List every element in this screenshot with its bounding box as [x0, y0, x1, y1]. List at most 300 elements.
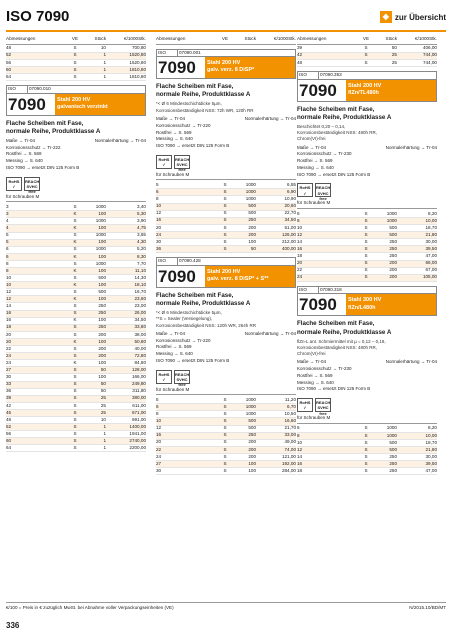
- messing-link[interactable]: Messing → S. 640: [156, 351, 193, 357]
- table-cell: 8,30: [137, 253, 146, 259]
- table-cell: 21,70: [284, 425, 296, 431]
- table-cell: 10,90: [284, 196, 296, 202]
- table-cell: S: [223, 196, 227, 202]
- table-header: Abmessungen VE Stück €/1000Stk.: [6, 36, 146, 45]
- table-cell: 250: [389, 238, 397, 244]
- table-cell: 1: [103, 59, 106, 65]
- table-cell: 100: [98, 359, 106, 365]
- table-cell: 744,00: [422, 52, 437, 58]
- table-cell: 12: [297, 231, 303, 237]
- table-cell: S: [73, 395, 77, 401]
- table-cell: 2200,00: [129, 445, 146, 451]
- table-cell: 200: [248, 439, 256, 445]
- messing-link[interactable]: Messing → S. 640: [156, 136, 193, 142]
- table-cell: 500: [98, 289, 106, 295]
- table-cell: 11,20: [284, 396, 296, 402]
- table-cell: S: [223, 418, 227, 424]
- table-cell: 6: [6, 253, 9, 259]
- table-cell: 1000: [95, 218, 106, 224]
- table-cell: 200: [98, 331, 106, 337]
- table-cell: 25: [100, 402, 106, 408]
- table-cell: S: [73, 381, 77, 387]
- table-cell: 34,50: [284, 217, 296, 223]
- table-cell: 22: [297, 267, 303, 273]
- table-cell: 500: [389, 224, 397, 230]
- material-info: Maße → Tr-04 Normalerhärtung → Tr-04: [156, 116, 296, 122]
- table-cell: 14: [297, 238, 303, 244]
- table-cell: 24: [6, 359, 12, 365]
- table-cell: 12: [156, 210, 162, 216]
- table-cell: 192,00: [281, 460, 296, 466]
- table-cell: 25: [391, 59, 397, 65]
- table-cell: 3: [6, 203, 9, 209]
- table-cell: 128,00: [131, 367, 146, 373]
- table-cell: 200: [389, 267, 397, 273]
- table-cell: S: [73, 345, 77, 351]
- table-cell: 33,80: [134, 324, 146, 330]
- table-cell: 406,00: [422, 45, 437, 51]
- table-cell: 42: [6, 402, 12, 408]
- table-cell: 25: [100, 409, 106, 415]
- rostfrei-link[interactable]: Rostfrei → S. 569: [156, 129, 192, 135]
- rohs-badge: RoHS ✓: [156, 155, 172, 169]
- table-cell: 3,65: [137, 232, 146, 238]
- table-cell: 16: [297, 246, 303, 252]
- table-cell: 51,00: [284, 224, 296, 230]
- table-cell: S: [364, 253, 368, 259]
- page-header: [6, 8, 446, 30]
- table-cell: 1: [103, 445, 106, 451]
- table-cell: 8: [156, 411, 159, 417]
- table-row: [297, 468, 437, 475]
- table-cell: S: [73, 324, 77, 330]
- table-cell: 100: [98, 239, 106, 245]
- table-cell: S: [73, 374, 77, 380]
- table-cell: 1: [103, 52, 106, 58]
- table-cell: 52: [6, 423, 12, 429]
- table-cell: S: [223, 446, 227, 452]
- table-cell: 100: [98, 374, 106, 380]
- table-cell: 249,80: [131, 381, 146, 387]
- page-footer: €/100 = Preis in € zuzüglich MwSt. bei Abnahme voller Verpackungseinheiten (VE) N/2015.10/BD/MT: [6, 602, 446, 610]
- table-cell: 66,00: [425, 260, 437, 266]
- table-cell: S: [364, 238, 368, 244]
- table-cell: 24: [297, 274, 303, 280]
- table-cell: 200: [248, 231, 256, 237]
- table-cell: S: [364, 260, 368, 266]
- table-cell: 20: [297, 260, 303, 266]
- table-cell: 16,60: [284, 418, 296, 424]
- table-cell: 200: [389, 274, 397, 280]
- messing-link[interactable]: Messing → S. 640: [297, 164, 334, 170]
- article-block: ISO 07090.318 7090 Stahl 300 HV flZn/L480h: [297, 286, 437, 317]
- table-cell: 10: [6, 281, 12, 287]
- table-cell: 23,00: [134, 303, 146, 309]
- table-row: [6, 74, 146, 81]
- table-cell: 36: [156, 245, 162, 251]
- table-cell: 6: [156, 189, 159, 195]
- table-cell: 26,00: [134, 310, 146, 316]
- article-desc: Stahl 200 HV flZn/TL480h: [346, 80, 436, 101]
- table-cell: 20,60: [284, 203, 296, 209]
- table-cell: S: [364, 45, 368, 51]
- table-cell: 8: [297, 217, 300, 223]
- table-cell: 21,80: [425, 446, 437, 452]
- table-cell: S: [364, 432, 368, 438]
- table-cell: S: [364, 210, 368, 216]
- table-cell: 6: [156, 403, 159, 409]
- table-cell: 691,00: [131, 416, 146, 422]
- table-cell: 11,10: [134, 267, 146, 273]
- product-title: Flache Scheiben mit Fase, normale Reihe, Produktklasse A: [297, 105, 392, 121]
- table-cell: 1: [103, 437, 106, 443]
- table-cell: 10,50: [284, 411, 296, 417]
- iso-note: ISO 7090 → ersetzt DIN 125 Form B: [297, 171, 371, 177]
- table-cell: S: [223, 224, 227, 230]
- table-cell: 16: [6, 310, 12, 316]
- table-cell: 48: [6, 45, 12, 51]
- table-cell: 100: [248, 467, 256, 473]
- messing-link[interactable]: Messing → S. 640: [297, 379, 334, 385]
- table-cell: 49,00: [284, 439, 296, 445]
- table-cell: 8: [6, 260, 9, 266]
- table-cell: 500: [248, 203, 256, 209]
- table-cell: 18,70: [425, 439, 437, 445]
- table-cell: S: [73, 445, 77, 451]
- table-cell: 1810,80: [129, 73, 146, 79]
- table-cell: 20: [6, 331, 12, 337]
- table-cell: S: [73, 218, 77, 224]
- article-desc: Stahl 200 HV galv. verz. 8 DiSP* + S**: [205, 266, 295, 287]
- article-desc: Stahl 200 HV galvanisch verzinkt: [55, 94, 145, 115]
- table-cell: 200: [98, 345, 106, 351]
- material-info: Maße → Tr-04 Normalerhärtung → Tr-04: [6, 137, 146, 143]
- table-header: Abmessungen VE Stück €/1000Stk.: [156, 36, 296, 45]
- table-cell: S: [223, 453, 227, 459]
- table-cell: 400,00: [281, 245, 296, 251]
- table-cell: S: [364, 224, 368, 230]
- table-main-2a: [156, 182, 296, 253]
- table-cell: 250: [389, 253, 397, 259]
- table-cell: 500: [389, 231, 397, 237]
- article-number: 7090: [298, 294, 346, 315]
- table-cell: 30,00: [425, 453, 437, 459]
- article-block: ISO 07090.428 7090 Stahl 200 HV galv. verz. 8 DiSP* + S**: [156, 257, 296, 288]
- table-cell: 1000: [95, 232, 106, 238]
- table-cell: S: [364, 439, 368, 445]
- table-cell: 18: [297, 468, 303, 474]
- table-cell: 1941,00: [129, 430, 146, 436]
- table-cell: S: [364, 453, 368, 459]
- table-cell: S: [73, 45, 77, 51]
- table-cell: S: [73, 388, 77, 394]
- table-cell: S: [73, 260, 77, 266]
- table-cell: 500: [389, 446, 397, 452]
- product-note: *< Ø 6 Mindestschichtdicke 5µm, Korrosionsbeständigkeit NSS: 72h WR, 120h RR: [156, 101, 254, 113]
- table-cell: 52: [6, 52, 12, 58]
- table-cell: 38,00: [134, 331, 146, 337]
- rostfrei-link[interactable]: Rostfrei → S. 569: [297, 158, 333, 164]
- table-cell: 212,00: [281, 238, 296, 244]
- table-row: [297, 275, 437, 282]
- table-cell: 100: [98, 225, 106, 231]
- table-cell: 10,00: [425, 432, 437, 438]
- table-cell: S: [364, 274, 368, 280]
- table-top-3: [297, 46, 437, 67]
- corrosion-link[interactable]: Korrosionsschutz → Tr-220: [156, 122, 211, 128]
- rostfrei-link[interactable]: Rostfrei → S. 569: [156, 344, 192, 350]
- iso-note: ISO 7090 → ersetzt DIN 125 Form B: [156, 357, 230, 363]
- table-cell: S: [73, 416, 77, 422]
- table-cell: 16,70: [134, 289, 146, 295]
- table-cell: S: [73, 73, 77, 79]
- material-info: Maße → Tr-04 Normalerhärtung → Tr-04: [297, 144, 437, 150]
- messing-link[interactable]: Messing → S. 640: [6, 158, 43, 164]
- table-cell: 744,00: [422, 59, 437, 65]
- rohs-badge: RoHS ✓: [297, 183, 313, 197]
- table-cell: 33,00: [284, 432, 296, 438]
- table-cell: 10: [100, 45, 106, 51]
- overview-link[interactable]: ◆ zur Übersicht: [380, 11, 446, 23]
- table-cell: 1000: [245, 189, 256, 195]
- table-cell: 5: [6, 232, 9, 238]
- table-cell: S: [73, 423, 77, 429]
- table-cell: 14: [6, 303, 12, 309]
- table-cell: 200: [98, 352, 106, 358]
- table-cell: 10: [6, 274, 12, 280]
- table-cell: 50: [250, 245, 256, 251]
- rohs-badge: RoHS ✓: [156, 370, 172, 384]
- table-cell: 121,00: [281, 453, 296, 459]
- table-cell: 10: [156, 418, 162, 424]
- rostfrei-link[interactable]: Rostfrei → S. 569: [297, 372, 333, 378]
- table-cell: 250: [389, 246, 397, 252]
- table-cell: 22: [6, 345, 12, 351]
- table-cell: 7,70: [137, 260, 146, 266]
- table-cell: 1: [103, 66, 106, 72]
- table-cell: 72,80: [134, 352, 146, 358]
- column-2: [156, 36, 296, 475]
- table-cell: 50: [100, 388, 106, 394]
- table-cell: 67,00: [425, 267, 437, 273]
- corrosion-link[interactable]: Korrosionsschutz → Tr-220: [156, 337, 211, 343]
- table-cell: 1000: [245, 411, 256, 417]
- table-cell: 100: [248, 238, 256, 244]
- table-cell: 250: [98, 303, 106, 309]
- article-block: ISO 07090.353 7090 Stahl 200 HV flZn/TL480h: [297, 71, 437, 102]
- table-cell: 18: [6, 324, 12, 330]
- table-cell: S: [223, 396, 227, 402]
- table-cell: S: [223, 425, 227, 431]
- table-cell: 24: [156, 453, 162, 459]
- table-cell: S: [73, 246, 77, 252]
- table-cell: 1000: [386, 210, 397, 216]
- table-cell: 1000: [245, 182, 256, 188]
- table-cell: 500: [248, 425, 256, 431]
- table-cell: 5: [6, 239, 9, 245]
- table-cell: 250: [389, 468, 397, 474]
- table-cell: 12: [156, 425, 162, 431]
- table-cell: S: [73, 59, 77, 65]
- table-cell: 40,00: [134, 345, 146, 351]
- table-cell: 84,80: [134, 359, 146, 365]
- table-cell: S: [73, 232, 77, 238]
- table-main-3b: [297, 426, 437, 476]
- table-cell: 100: [98, 317, 106, 323]
- table-cell: 5,20: [137, 246, 146, 252]
- table-cell: 8: [297, 432, 300, 438]
- reach-badge: REACH SVHC free: [175, 371, 190, 388]
- table-cell: 1000: [95, 203, 106, 209]
- table-cell: S: [73, 52, 77, 58]
- table-cell: 1000: [245, 396, 256, 402]
- table-cell: 500: [98, 274, 106, 280]
- table-cell: S: [364, 246, 368, 252]
- product-title: Flache Scheiben mit Fase, normale Reihe, Produktklasse A: [156, 291, 251, 307]
- table-cell: 3,40: [137, 203, 146, 209]
- table-cell: K: [73, 338, 77, 344]
- table-cell: 10,00: [425, 217, 437, 223]
- table-cell: 1000: [95, 246, 106, 252]
- reach-badge: REACH SVHC free: [316, 400, 331, 416]
- table-cell: 64: [6, 73, 12, 79]
- table-row: [297, 60, 437, 67]
- fuer-label: für Schrauben M: [6, 194, 146, 203]
- page-title: ISO 7090: [6, 8, 70, 25]
- table-cell: 23,60: [134, 296, 146, 302]
- table-cell: 56: [6, 430, 12, 436]
- table-cell: 100: [98, 296, 106, 302]
- home-icon: ◆: [380, 11, 392, 23]
- table-cell: 3,90: [137, 218, 146, 224]
- table-cell: K: [73, 253, 77, 259]
- table-cell: 60: [6, 66, 12, 72]
- table-cell: S: [223, 245, 227, 251]
- table-cell: K: [73, 359, 77, 365]
- corrosion-link[interactable]: Korrosionsschutz → Tr-230: [297, 151, 352, 157]
- table-cell: 200: [389, 260, 397, 266]
- rostfrei-link[interactable]: Rostfrei → S. 569: [6, 151, 42, 157]
- table-cell: 36: [6, 388, 12, 394]
- table-cell: 56: [6, 59, 12, 65]
- table-cell: 100: [98, 253, 106, 259]
- table-cell: 250: [389, 453, 397, 459]
- material-info: Maße → Tr-04 Normalerhärtung → Tr-04: [297, 359, 437, 365]
- table-cell: 5: [156, 396, 159, 402]
- table-cell: 16: [6, 317, 12, 323]
- table-cell: 25: [100, 395, 106, 401]
- table-main-2b: [156, 397, 296, 475]
- table-cell: S: [223, 460, 227, 466]
- table-cell: S: [223, 238, 227, 244]
- table-cell: 10: [156, 203, 162, 209]
- table-cell: 6,70: [287, 403, 296, 409]
- table-cell: 50: [391, 45, 397, 51]
- table-cell: 1000: [245, 403, 256, 409]
- table-cell: 20: [6, 338, 12, 344]
- table-cell: 611,00: [132, 402, 146, 408]
- corrosion-link[interactable]: Korrosionsschutz → Tr-222: [6, 144, 61, 150]
- table-cell: 1000: [386, 432, 397, 438]
- table-cell: 10: [297, 224, 303, 230]
- table-cell: 6: [6, 246, 9, 252]
- table-cell: 50: [100, 381, 106, 387]
- table-cell: 1000: [95, 260, 106, 266]
- table-cell: 10: [297, 439, 303, 445]
- table-cell: 18,10: [134, 281, 146, 287]
- corrosion-link[interactable]: Korrosionsschutz → Tr-230: [297, 366, 352, 372]
- table-row: [6, 445, 146, 452]
- table-cell: 200: [248, 453, 256, 459]
- table-cell: S: [364, 59, 368, 65]
- table-cell: 47,00: [425, 468, 437, 474]
- table-cell: S: [73, 331, 77, 337]
- article-number: 7090: [157, 57, 205, 78]
- table-cell: 24: [6, 352, 12, 358]
- table-cell: 20: [156, 439, 162, 445]
- iso-note: ISO 7090 → ersetzt DIN 125 Form B: [156, 143, 230, 149]
- table-cell: 25: [391, 52, 397, 58]
- table-cell: S: [73, 409, 77, 415]
- table-cell: 1000: [386, 217, 397, 223]
- rohs-badge: RoHS ✓: [297, 398, 313, 412]
- table-cell: 50,80: [134, 338, 146, 344]
- iso-note: ISO 7090 → ersetzt DIN 125 Form B: [297, 386, 371, 392]
- table-cell: 200: [248, 446, 256, 452]
- table-cell: 1810,80: [129, 66, 146, 72]
- table-cell: 1520,80: [129, 59, 146, 65]
- table-row: [156, 246, 296, 253]
- table-cell: 1000: [386, 425, 397, 431]
- table-cell: 50: [100, 367, 106, 373]
- table-cell: S: [223, 189, 227, 195]
- table-cell: 1520,80: [129, 52, 146, 58]
- table-cell: S: [364, 217, 368, 223]
- table-cell: S: [73, 437, 77, 443]
- table-top-1: [6, 46, 146, 81]
- table-cell: 74,00: [284, 446, 296, 452]
- table-cell: S: [73, 289, 77, 295]
- table-cell: S: [223, 432, 227, 438]
- table-cell: S: [364, 52, 368, 58]
- article-block: ISO 07090.001 7090 Stahl 200 HV galv. verz. 8 DiSP*: [156, 49, 296, 80]
- table-cell: 3: [6, 210, 9, 216]
- table-cell: 166,00: [131, 374, 146, 380]
- table-cell: S: [73, 402, 77, 408]
- table-row: [156, 468, 296, 475]
- table-cell: S: [223, 231, 227, 237]
- table-cell: 700,80: [131, 45, 146, 51]
- table-cell: 1000: [245, 196, 256, 202]
- table-cell: 30,00: [425, 238, 437, 244]
- table-cell: 8,20: [428, 210, 437, 216]
- table-cell: 100: [98, 210, 106, 216]
- table-cell: S: [223, 403, 227, 409]
- table-cell: S: [223, 210, 227, 216]
- iso-note: ISO 7090 → ersetzt DIN 125 Form B: [6, 164, 80, 170]
- table-cell: K: [73, 210, 77, 216]
- table-cell: S: [223, 467, 227, 473]
- table-cell: 500: [248, 418, 256, 424]
- reach-badge: REACH SVHC free: [316, 185, 331, 201]
- table-cell: 500: [389, 439, 397, 445]
- table-cell: 105,00: [422, 274, 437, 280]
- table-cell: 30: [6, 374, 12, 380]
- table-cell: 14,30: [134, 274, 146, 280]
- table-cell: 200: [248, 224, 256, 230]
- table-cell: 4,75: [137, 225, 146, 231]
- table-cell: 16: [297, 460, 303, 466]
